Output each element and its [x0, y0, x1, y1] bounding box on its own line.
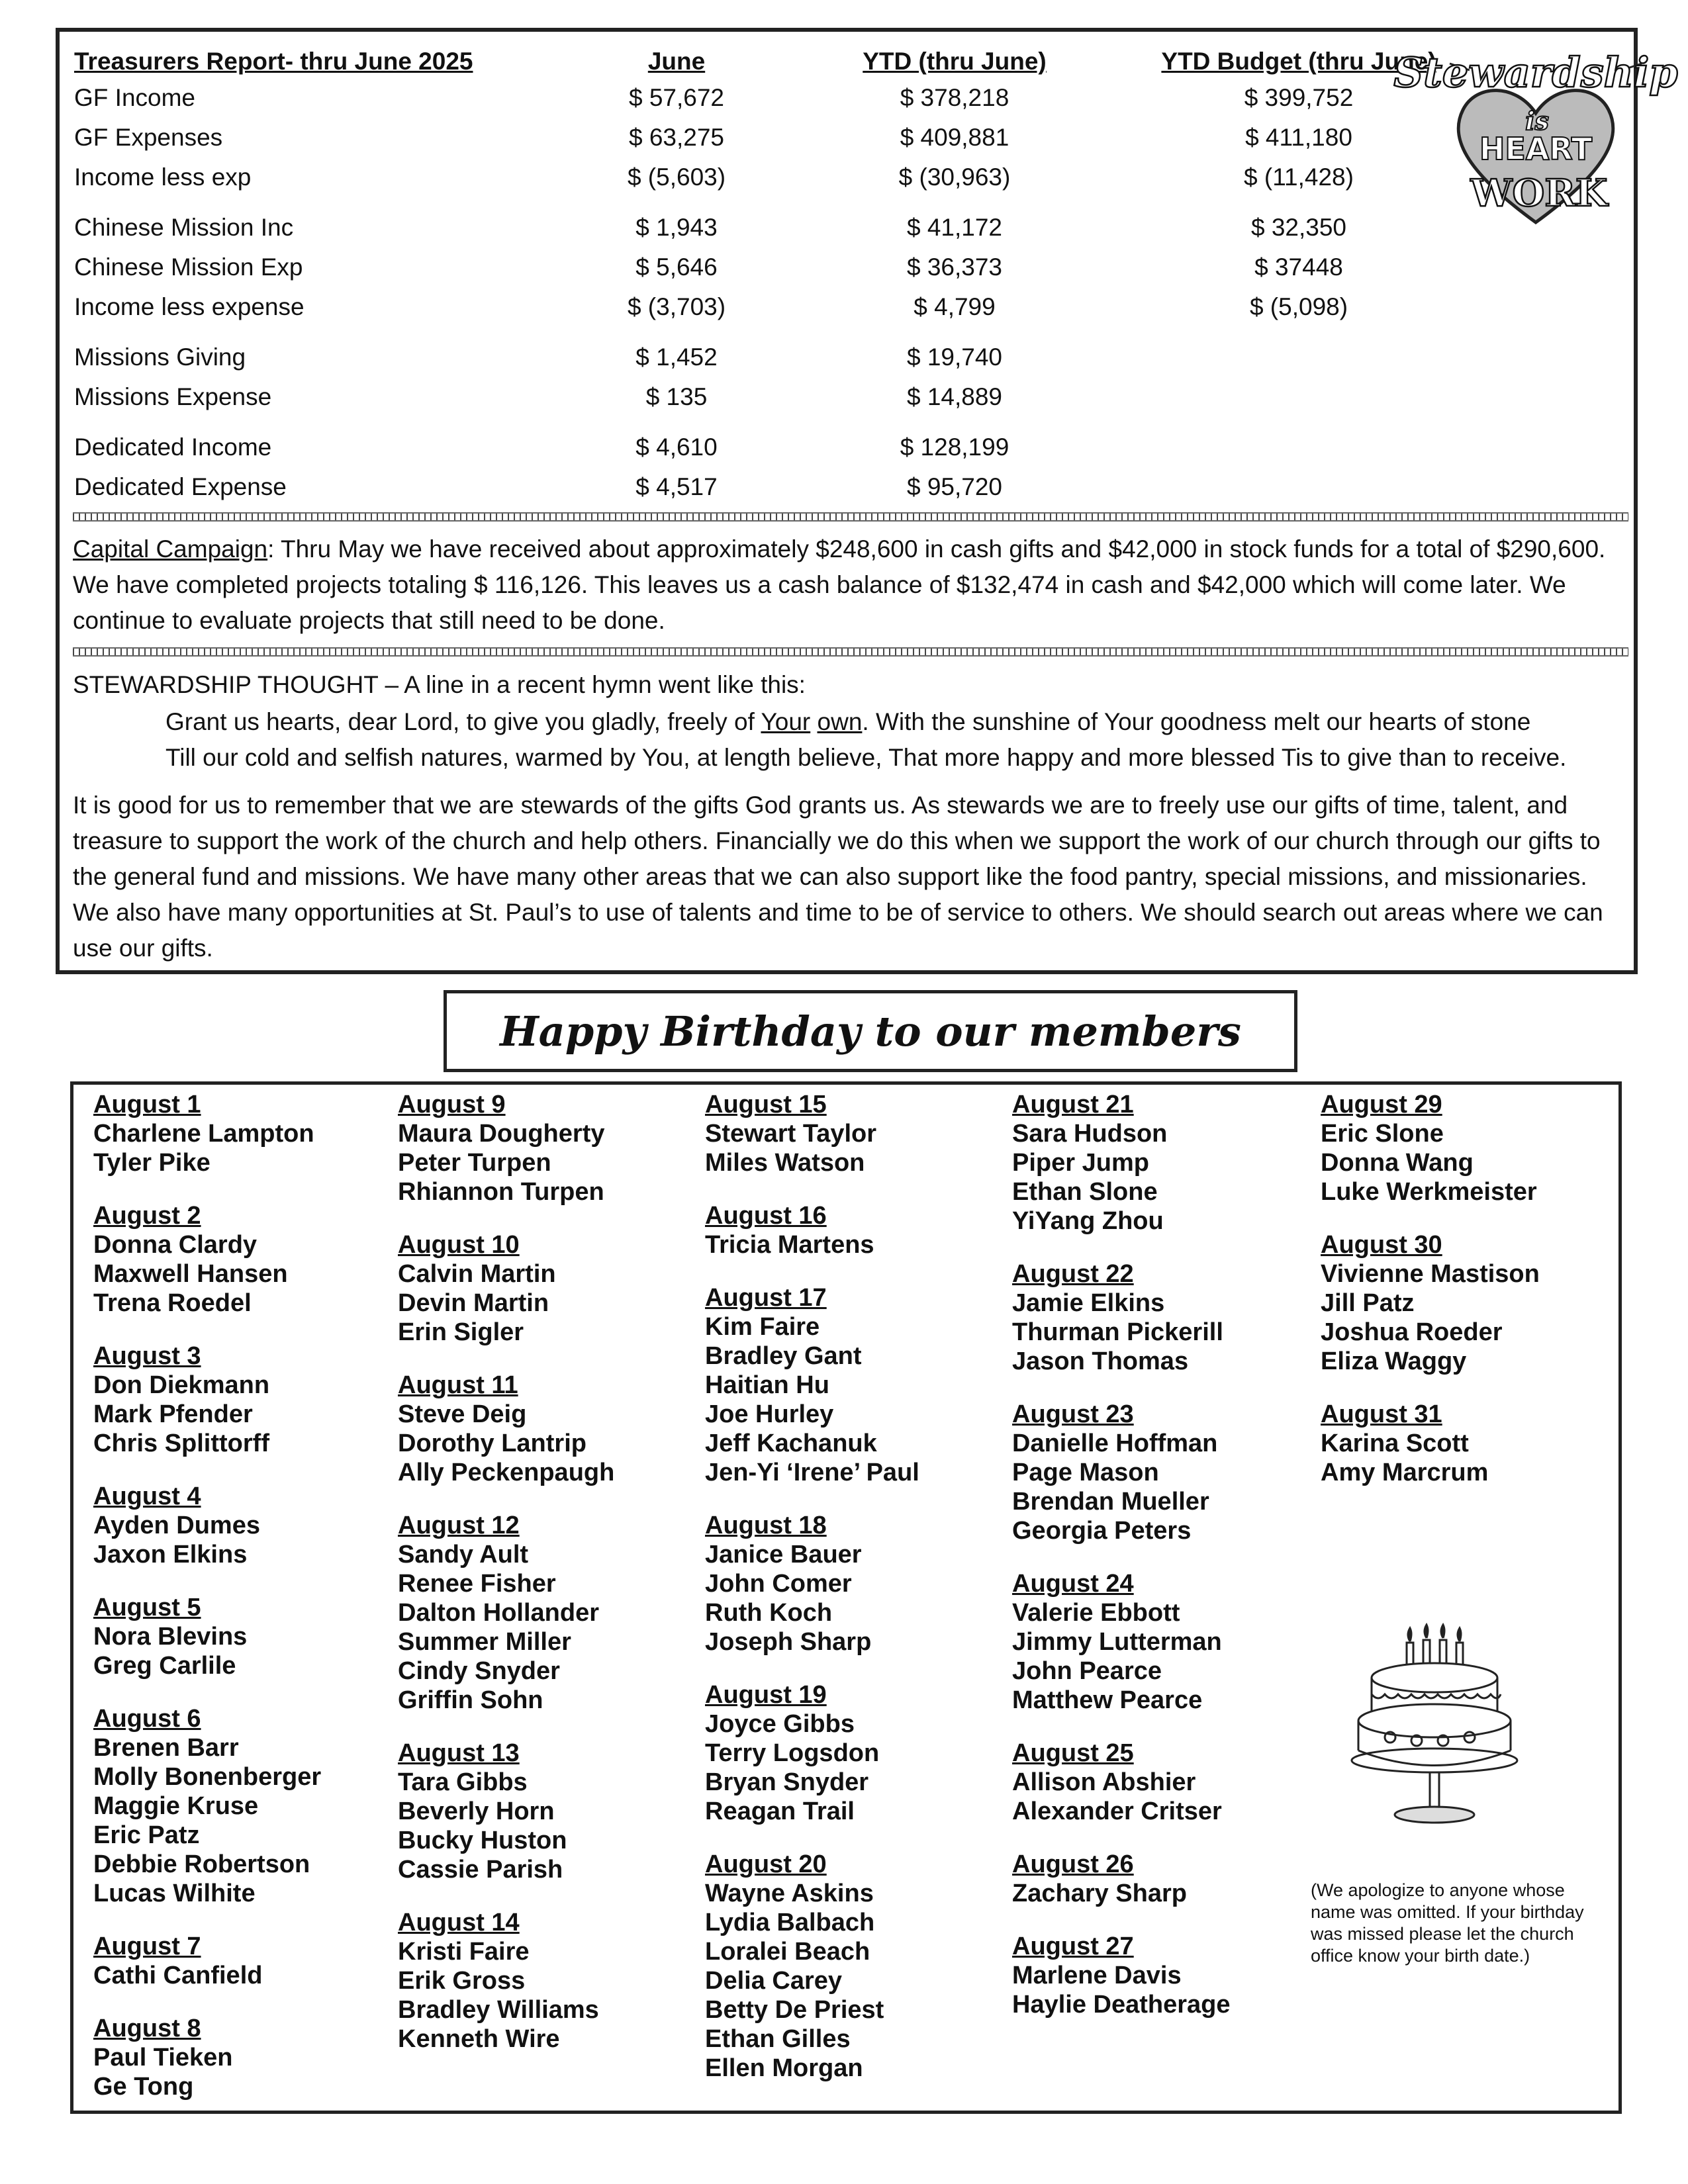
birthday-column: [1012, 1090, 1323, 2043]
birthday-group: [93, 1704, 404, 1908]
birthday-date: August 15: [705, 1091, 827, 1118]
cell-june: $ 1,943: [635, 214, 718, 241]
row-label: Income less expense: [74, 293, 305, 320]
birthday-date: August 10: [398, 1231, 520, 1259]
hymn-line-1: [165, 704, 1622, 740]
birthday-name: Stewart Taylor: [705, 1120, 877, 1148]
table-row: [74, 248, 1504, 287]
birthday-name: Griffin Sohn: [398, 1686, 543, 1714]
birthday-date: August 11: [398, 1371, 518, 1399]
birthday-title: Happy Birthday to our members: [500, 1007, 1241, 1056]
birthday-name: Ge Tong: [93, 2073, 194, 2101]
birthday-name: Jamie Elkins: [1012, 1289, 1165, 1317]
birthday-name: Maura Dougherty: [398, 1120, 605, 1148]
birthday-date: August 20: [705, 1850, 827, 1878]
birthday-name: Eric Slone: [1321, 1120, 1444, 1148]
birthday-name: Summer Miller: [398, 1628, 571, 1656]
birthday-name: Renee Fisher: [398, 1570, 556, 1598]
table-header: YTD (thru June): [863, 48, 1047, 75]
hymn-text: . With the sunshine of Your goodness melt our hearts of stone: [862, 708, 1531, 735]
birthday-date: August 14: [398, 1909, 520, 1936]
cell-ytd: $ 36,373: [906, 253, 1003, 281]
cell-budget: $ 411,180: [1245, 124, 1352, 151]
birthday-group: [1012, 1090, 1323, 1236]
birthday-date: August 25: [1012, 1739, 1134, 1767]
cell-budget: [1094, 377, 1504, 417]
cell-june: $ 4,610: [635, 433, 718, 461]
birthday-group: [398, 1908, 709, 2054]
cell-ytd: $ 409,881: [900, 124, 1009, 151]
cell-june: $ (3,703): [627, 293, 726, 320]
birthday-group: [93, 1593, 404, 1680]
birthday-column: [93, 1090, 404, 2125]
cell-budget: $ 32,350: [1250, 214, 1347, 241]
cell-ytd: $ 41,172: [906, 214, 1003, 241]
cell-budget: $ (5,098): [1249, 293, 1348, 320]
birthday-name: Maxwell Hansen: [93, 1260, 288, 1288]
birthday-name: Haitian Hu: [705, 1371, 829, 1399]
birthday-group: [705, 1283, 1016, 1487]
birthday-name: Bryan Snyder: [705, 1768, 869, 1796]
birthday-name: Eliza Waggy: [1321, 1347, 1467, 1375]
cell-ytd: $ (30,963): [898, 163, 1011, 191]
birthday-date: August 7: [93, 1933, 201, 1960]
birthday-column: [398, 1090, 709, 2077]
cell-ytd: $ 128,199: [900, 433, 1009, 461]
capital-campaign-body: : Thru May we have received about approximately $248,600 in cash gifts and $42,000 in stock funds for a total of $290,600. We have completed projects totaling $ 116,126. This leaves us a cash balance of $132,474 in cash and $42,000 which will come later. We continue to evaluate projects that still need to be done.: [73, 535, 1606, 634]
cell-june: $ 4,517: [635, 473, 718, 500]
birthday-group: [1321, 1400, 1632, 1487]
birthday-group: [93, 1090, 404, 1177]
birthday-name: Cathi Canfield: [93, 1962, 263, 1989]
birthday-date: August 27: [1012, 1933, 1134, 1960]
birthday-name: Eric Patz: [93, 1821, 200, 1849]
birthday-name: John Comer: [705, 1570, 852, 1598]
birthday-group: [93, 1932, 404, 1990]
birthday-group: [93, 1342, 404, 1458]
birthday-name: Lydia Balbach: [705, 1909, 875, 1936]
birthday-name: Bradley Williams: [398, 1996, 599, 2024]
row-label: Dedicated Expense: [74, 473, 287, 500]
row-label: Missions Expense: [74, 383, 272, 410]
row-label: Missions Giving: [74, 343, 246, 371]
row-label: Dedicated Income: [74, 433, 272, 461]
birthday-name: Greg Carlile: [93, 1652, 236, 1680]
birthday-name: Danielle Hoffman: [1012, 1430, 1218, 1457]
cell-ytd: $ 378,218: [900, 84, 1009, 111]
birthday-date: August 3: [93, 1342, 201, 1370]
birthday-name: Dorothy Lantrip: [398, 1430, 586, 1457]
row-label: Income less exp: [74, 163, 252, 191]
cell-june: $ 63,275: [628, 124, 725, 151]
row-label: Chinese Mission Exp: [74, 253, 303, 281]
birthday-name: Tricia Martens: [705, 1231, 874, 1259]
birthday-name: Kenneth Wire: [398, 2025, 560, 2053]
birthday-name: Paul Tieken: [93, 2044, 233, 2071]
birthday-date: August 12: [398, 1512, 520, 1539]
birthday-name: Steve Deig: [398, 1400, 527, 1428]
cell-budget: [1094, 327, 1504, 377]
divider: [73, 512, 1628, 522]
birthday-name: Joseph Sharp: [705, 1628, 872, 1656]
birthday-name: Ellen Morgan: [705, 2054, 863, 2082]
cell-june: $ 5,646: [635, 253, 718, 281]
birthday-name: Amy Marcrum: [1321, 1459, 1489, 1486]
hymn-text: Your: [761, 708, 811, 735]
table-header: June: [647, 48, 706, 75]
birthday-group: [93, 1201, 404, 1318]
birthday-name: Rhiannon Turpen: [398, 1178, 604, 1206]
birthday-name: Joe Hurley: [705, 1400, 834, 1428]
birthday-name: Joshua Roeder: [1321, 1318, 1503, 1346]
divider: [73, 647, 1628, 657]
birthday-date: August 1: [93, 1091, 201, 1118]
birthday-name: Beverly Horn: [398, 1797, 555, 1825]
birthday-date: August 24: [1012, 1570, 1134, 1598]
stewardship-body: It is good for us to remember that we are stewards of the gifts God grants us. As stewards we are to freely use our gifts of time, talent, and treasure to support the work of the church and help others. Financially we do this when we support the work of our church through our gifts to the general fund and missions. We have many other areas that we can also support like the food pantry, special missions, and missionaries. We also have many opportunities at St. Paul’s to use of talents and time to be of service to others. We should search out areas where we can use our gifts.: [73, 792, 1603, 962]
birthday-date: August 5: [93, 1594, 201, 1621]
hymn-line-2: Till our cold and selfish natures, warmed by You, at length believe, That more happy and more blessed Tis to give than to receive.: [165, 744, 1567, 771]
birthday-group: [398, 1371, 709, 1487]
birthday-name: Ethan Slone: [1012, 1178, 1158, 1206]
birthday-apology-note: (We apologize to anyone whose name was omitted. If your birthday was missed please let the church office know your birth date.): [1311, 1880, 1584, 1966]
capital-campaign-label: Capital Campaign: [73, 535, 268, 563]
birthday-name: Devin Martin: [398, 1289, 549, 1317]
birthday-name: Donna Clardy: [93, 1231, 258, 1259]
birthday-name: Matthew Pearce: [1012, 1686, 1203, 1714]
stewardship-heart-logo: [1393, 37, 1678, 236]
birthday-name: Donna Wang: [1321, 1149, 1474, 1177]
treasurer-table: [74, 45, 1504, 507]
birthday-group: [705, 1201, 1016, 1259]
birthday-date: August 21: [1012, 1091, 1134, 1118]
birthday-name: Jill Patz: [1321, 1289, 1415, 1317]
birthday-name: Charlene Lampton: [93, 1120, 314, 1148]
table-row: [74, 118, 1504, 158]
birthday-name: Lucas Wilhite: [93, 1880, 256, 1907]
birthday-group: [398, 1230, 709, 1347]
birthday-group: [705, 1511, 1016, 1657]
birthday-date: August 19: [705, 1681, 827, 1709]
birthday-name: Thurman Pickerill: [1012, 1318, 1223, 1346]
birthday-title-box: [444, 990, 1297, 1072]
cell-ytd: $ 4,799: [914, 293, 996, 320]
logo-text: WORK: [1470, 171, 1608, 215]
table-row: [74, 377, 1504, 417]
table-row: [74, 327, 1504, 377]
birthday-name: Jimmy Lutterman: [1012, 1628, 1222, 1656]
birthday-date: August 22: [1012, 1260, 1134, 1288]
birthday-cake-icon: [1344, 1602, 1523, 1827]
birthday-name: Debbie Robertson: [93, 1850, 310, 1878]
treasurer-report-box: [56, 28, 1678, 974]
birthday-name: Marlene Davis: [1012, 1962, 1182, 1989]
row-label: Chinese Mission Inc: [74, 214, 294, 241]
birthday-name: Terry Logsdon: [705, 1739, 880, 1767]
birthday-name: Jason Thomas: [1012, 1347, 1189, 1375]
birthday-name: Piper Jump: [1012, 1149, 1149, 1177]
table-row: [74, 467, 1504, 507]
birthday-group: [1012, 1259, 1323, 1376]
birthday-name: Cassie Parish: [398, 1856, 563, 1884]
birthday-group: [1012, 1569, 1323, 1715]
birthday-name: Miles Watson: [705, 1149, 865, 1177]
cell-budget: [1094, 417, 1504, 467]
birthday-name: Tara Gibbs: [398, 1768, 528, 1796]
birthday-name: John Pearce: [1012, 1657, 1162, 1685]
birthday-name: Brendan Mueller: [1012, 1488, 1209, 1516]
birthday-name: Dalton Hollander: [398, 1599, 600, 1627]
birthday-group: [1012, 1850, 1323, 1908]
birthday-name: Tyler Pike: [93, 1149, 211, 1177]
birthday-group: [705, 1090, 1016, 1177]
birthday-name: Don Diekmann: [93, 1371, 270, 1399]
cell-budget: [1094, 467, 1504, 507]
birthday-date: August 26: [1012, 1850, 1134, 1878]
birthday-name: Zachary Sharp: [1012, 1880, 1187, 1907]
birthday-name: Alexander Critser: [1012, 1797, 1222, 1825]
birthday-date: August 17: [705, 1284, 827, 1312]
birthday-name: Haylie Deatherage: [1012, 1991, 1231, 2019]
birthday-date: August 31: [1321, 1400, 1442, 1428]
birthday-date: August 8: [93, 2015, 201, 2042]
birthday-date: August 6: [93, 1705, 201, 1733]
birthday-group: [1012, 1400, 1323, 1545]
birthday-group: [398, 1090, 709, 1206]
birthday-name: Bradley Gant: [705, 1342, 862, 1370]
birthday-name: Kristi Faire: [398, 1938, 530, 1966]
birthday-name: Molly Bonenberger: [93, 1763, 322, 1791]
logo-text: Stewardship: [1393, 48, 1678, 97]
birthday-name: Bucky Huston: [398, 1827, 567, 1854]
birthday-name: Loralei Beach: [705, 1938, 870, 1966]
cell-ytd: $ 14,889: [906, 383, 1003, 410]
hymn-text: own: [817, 708, 863, 735]
row-label: GF Income: [74, 84, 195, 111]
birthday-name: Chris Splittorff: [93, 1430, 269, 1457]
cell-ytd: $ 19,740: [906, 343, 1003, 371]
birthday-name: Maggie Kruse: [93, 1792, 259, 1820]
row-label: GF Expenses: [74, 124, 223, 151]
birthday-name: Allison Abshier: [1012, 1768, 1196, 1796]
table-header: YTD Budget (thru June): [1161, 48, 1436, 75]
birthday-name: Sandy Ault: [398, 1541, 529, 1569]
birthday-date: August 29: [1321, 1091, 1442, 1118]
birthday-group: [1012, 1739, 1323, 1826]
birthday-name: Reagan Trail: [705, 1797, 855, 1825]
birthday-name: Ally Peckenpaugh: [398, 1459, 615, 1486]
birthday-name: Vivienne Mastison: [1321, 1260, 1540, 1288]
birthday-name: Peter Turpen: [398, 1149, 551, 1177]
birthday-name: Jaxon Elkins: [93, 1541, 248, 1569]
birthday-name: Nora Blevins: [93, 1623, 248, 1651]
birthday-name: Calvin Martin: [398, 1260, 556, 1288]
birthday-name: Ayden Dumes: [93, 1512, 260, 1539]
logo-text: is: [1525, 106, 1549, 136]
birthday-group: [1321, 1090, 1632, 1206]
table-row: [74, 78, 1504, 118]
table-header-row: [74, 45, 1504, 78]
hymn-text: [810, 708, 817, 735]
birthday-date: August 18: [705, 1512, 827, 1539]
birthday-group: [398, 1739, 709, 1884]
birthday-name: Janice Bauer: [705, 1541, 862, 1569]
stewardship-heading: STEWARDSHIP THOUGHT – A line in a recent hymn went like this:: [73, 671, 806, 698]
birthday-date: August 13: [398, 1739, 520, 1767]
birthday-name: Betty De Priest: [705, 1996, 884, 2024]
cell-june: $ 57,672: [628, 84, 725, 111]
birthday-group: [1321, 1230, 1632, 1376]
birthday-name: Jen-Yi ‘Irene’ Paul: [705, 1459, 919, 1486]
birthday-column: [1321, 1090, 1632, 1511]
birthday-name: Delia Carey: [705, 1967, 843, 1995]
birthday-date: August 4: [93, 1482, 201, 1510]
cell-budget: $ 399,752: [1244, 84, 1354, 111]
cell-budget: $ (11,428): [1244, 163, 1354, 191]
logo-text: HEART: [1479, 131, 1593, 167]
table-row: [74, 197, 1504, 248]
birthday-name: Erik Gross: [398, 1967, 526, 1995]
birthday-date: August 23: [1012, 1400, 1134, 1428]
hymn-text: Grant us hearts, dear Lord, to give you gladly, freely of: [165, 708, 761, 735]
birthday-name: Erin Sigler: [398, 1318, 524, 1346]
birthday-date: August 9: [398, 1091, 506, 1118]
birthday-group: [398, 1511, 709, 1715]
birthday-group: [1012, 1932, 1323, 2019]
birthday-group: [93, 1482, 404, 1569]
table-row: [74, 287, 1504, 327]
birthday-name: Page Mason: [1012, 1459, 1159, 1486]
birthday-name: Jeff Kachanuk: [705, 1430, 877, 1457]
birthday-group: [93, 2014, 404, 2101]
birthday-group: [705, 1850, 1016, 2083]
birthday-name: Karina Scott: [1321, 1430, 1469, 1457]
birthday-group: [705, 1680, 1016, 1826]
cell-ytd: $ 95,720: [906, 473, 1003, 500]
cell-june: $ 1,452: [635, 343, 718, 371]
birthday-date: August 16: [705, 1202, 827, 1230]
birthday-name: Ruth Koch: [705, 1599, 833, 1627]
birthday-name: Luke Werkmeister: [1321, 1178, 1537, 1206]
birthday-name: Valerie Ebbott: [1012, 1599, 1180, 1627]
capital-campaign-text: [73, 531, 1628, 639]
birthday-name: Brenen Barr: [93, 1734, 239, 1762]
birthday-name: Wayne Askins: [705, 1880, 874, 1907]
birthday-name: Georgia Peters: [1012, 1517, 1192, 1545]
birthday-date: August 2: [93, 1202, 201, 1230]
cell-budget: $ 37448: [1254, 253, 1343, 281]
birthday-name: Sara Hudson: [1012, 1120, 1168, 1148]
birthday-date: August 30: [1321, 1231, 1442, 1259]
table-header: Treasurers Report- thru June 2025: [74, 48, 473, 75]
table-row: [74, 158, 1504, 197]
birthday-name: Cindy Snyder: [398, 1657, 560, 1685]
birthday-name: Ethan Gilles: [705, 2025, 851, 2053]
birthday-name: Kim Faire: [705, 1313, 820, 1341]
birthday-name: Trena Roedel: [93, 1289, 252, 1317]
birthday-name: YiYang Zhou: [1012, 1207, 1164, 1235]
birthday-name: Mark Pfender: [93, 1400, 253, 1428]
cell-june: $ (5,603): [627, 163, 726, 191]
birthday-name: Joyce Gibbs: [705, 1710, 855, 1738]
birthday-column: [705, 1090, 1016, 2107]
table-row: [74, 417, 1504, 467]
cell-june: $ 135: [645, 383, 708, 410]
